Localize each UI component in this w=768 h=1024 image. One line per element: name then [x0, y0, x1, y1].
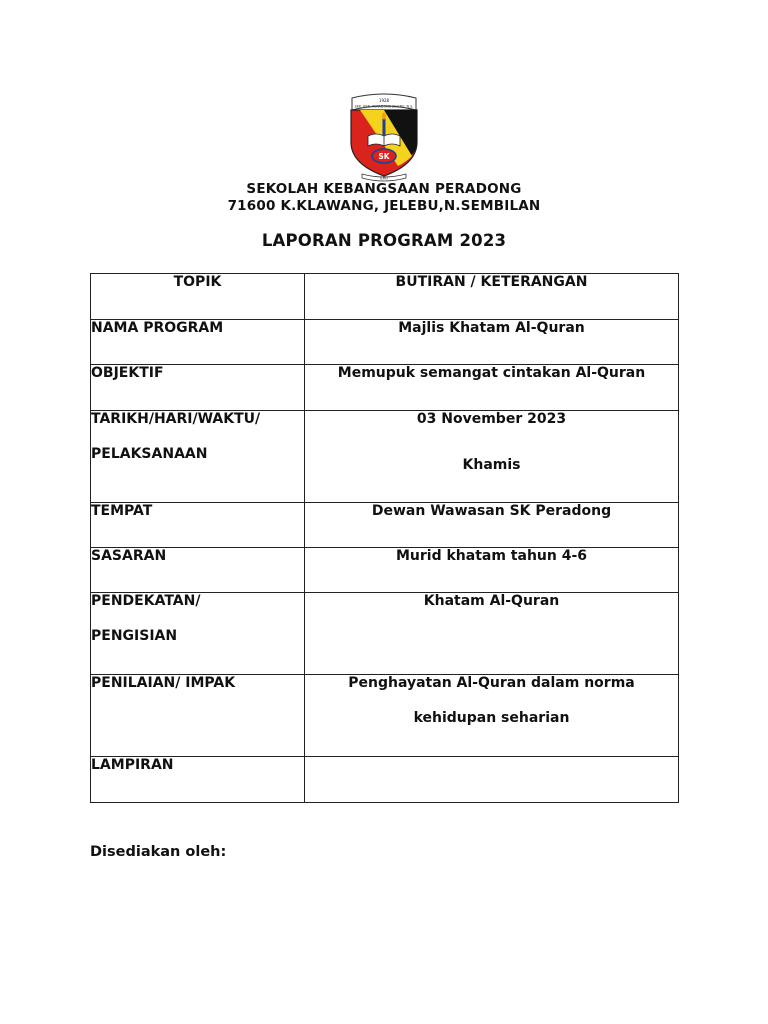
crest-banner-text: SEK. KEB. PERADONG JELEBU, N.S. — [354, 104, 414, 109]
table-row-attachment — [91, 757, 679, 803]
value-objektif: Memupuk semangat cintakan Al-Quran — [305, 365, 679, 411]
cell-pendekatan-label — [91, 593, 305, 675]
value-lampiran — [305, 757, 679, 803]
school-name: SEKOLAH KEBANGSAAN PERADONG — [246, 181, 522, 197]
crest-year: 1928 — [378, 98, 390, 103]
crest-motto: ILMU — [380, 176, 388, 181]
prepared-by-label: Disediakan oleh: — [90, 844, 227, 860]
table-row-place — [91, 503, 679, 548]
table-row-target — [91, 548, 679, 593]
value-penilaian-line1: Penghayatan Al-Quran dalam norma — [348, 675, 635, 691]
school-crest-logo — [346, 92, 422, 182]
report-table — [90, 273, 679, 803]
table-row-assessment — [91, 675, 679, 757]
cell-tarikh-label — [91, 411, 305, 503]
value-sasaran: Murid khatam tahun 4-6 — [305, 548, 679, 593]
label-pendekatan: PENDEKATAN/ — [91, 593, 201, 609]
label-tempat: TEMPAT — [91, 503, 305, 548]
value-hari: Khamis — [462, 456, 521, 473]
value-pendekatan: Khatam Al-Quran — [305, 593, 679, 675]
cell-penilaian-value — [305, 675, 679, 757]
value-tempat: Dewan Wawasan SK Peradong — [305, 503, 679, 548]
label-sasaran: SASARAN — [91, 548, 305, 593]
value-nama-program: Majlis Khatam Al-Quran — [305, 320, 679, 365]
report-title: LAPORAN PROGRAM 2023 — [261, 231, 507, 250]
crest-monogram: SK — [378, 152, 390, 161]
header-topik: TOPIK — [91, 274, 305, 320]
label-pengisian: PENGISIAN — [91, 627, 178, 644]
table-row-objective — [91, 365, 679, 411]
label-tarikh: TARIKH/HARI/WAKTU/ — [91, 411, 261, 427]
label-nama-program: NAMA PROGRAM — [91, 320, 305, 365]
label-pelaksanaan: PELAKSANAAN — [91, 445, 208, 462]
table-row-program — [91, 320, 679, 365]
value-penilaian-line2: kehidupan seharian — [413, 709, 570, 726]
school-address: 71600 K.KLAWANG, JELEBU,N.SEMBILAN — [227, 198, 541, 214]
label-penilaian: PENILAIAN/ IMPAK — [91, 675, 305, 757]
label-lampiran: LAMPIRAN — [91, 757, 305, 803]
table-header-row — [91, 274, 679, 320]
table-row-date — [91, 411, 679, 503]
value-tarikh: 03 November 2023 — [416, 411, 567, 427]
label-objektif: OBJEKTIF — [91, 365, 305, 411]
header-butiran: BUTIRAN / KETERANGAN — [305, 274, 679, 320]
table-row-approach — [91, 593, 679, 675]
cell-tarikh-value — [305, 411, 679, 503]
